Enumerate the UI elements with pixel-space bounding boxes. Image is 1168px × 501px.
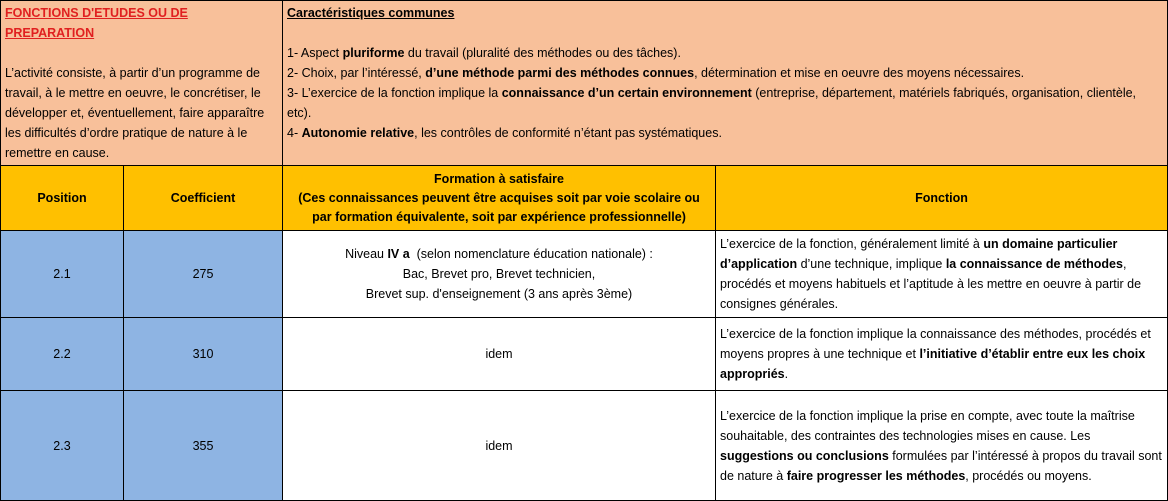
fonction-cell: L’exercice de la fonction implique la connaissance des méthodes, procédés et moyens propres à une technique et l’initiative d’établir entre eux les choix appropriés. — [716, 318, 1168, 391]
characteristic-item: 2- Choix, par l’intéressé, d’une méthode parmi des méthodes connues, détermination et mise en oeuvre des moyens nécessaires. — [287, 66, 1025, 80]
common-characteristics-cell — [283, 1, 1168, 166]
position-cell: 2.2 — [1, 318, 124, 391]
positions-table — [0, 165, 1168, 501]
position-cell: 2.3 — [1, 391, 124, 501]
position-cell: 2.1 — [1, 231, 124, 318]
classification-table — [0, 0, 1168, 166]
header-fonction: Fonction — [716, 166, 1168, 231]
common-characteristics-title: Caractéristiques communes — [287, 6, 455, 20]
formation-cell: Niveau IV a (selon nomenclature éducation nationale) : Bac, Brevet pro, Brevet technicien, Brevet sup. d'enseignement (3 ans après 3ème) — [283, 231, 716, 318]
formation-cell: idem — [283, 318, 716, 391]
function-category-title: FONCTIONS D'ETUDES OU DE PREPARATION — [5, 6, 188, 40]
header-position: Position — [1, 166, 124, 231]
formation-cell: idem — [283, 391, 716, 501]
table-row — [1, 231, 1168, 318]
coefficient-cell: 275 — [124, 231, 283, 318]
coefficient-cell: 310 — [124, 318, 283, 391]
fonction-cell: L’exercice de la fonction, généralement limité à un domaine particulier d’application d’une technique, implique la connaissance de méthodes, procédés et moyens habituels et l’aptitude à les mettre en oeuvre à partir de consignes générales. — [716, 231, 1168, 318]
characteristic-item: 1- Aspect pluriforme du travail (pluralité des méthodes ou des tâches). — [287, 46, 681, 60]
characteristic-item: 4- Autonomie relative, les contrôles de conformité n’étant pas systématiques. — [287, 126, 722, 140]
table-row — [1, 318, 1168, 391]
table-row — [1, 391, 1168, 501]
activity-description-cell — [1, 1, 283, 166]
characteristic-item: 3- L’exercice de la fonction implique la connaissance d’un certain environnement (entreprise, département, matériels fabriqués, organisation, clientèle, etc). — [287, 86, 1137, 120]
coefficient-cell: 355 — [124, 391, 283, 501]
header-coefficient: Coefficient — [124, 166, 283, 231]
activity-description: L’activité consiste, à partir d’un programme de travail, à le mettre en oeuvre, le concrétiser, le développer et, éventuellement, faire apparaître les difficultés d’ordre pratique de nature à le remettre en cause. — [5, 66, 265, 160]
header-formation: Formation à satisfaire (Ces connaissances peuvent être acquises soit par voie scolaire ou par formation équivalente, soit par expérience professionnelle) — [283, 166, 716, 231]
fonction-cell: L’exercice de la fonction implique la prise en compte, avec toute la maîtrise souhaitable, des contraintes des technologies mises en cause. Les suggestions ou conclusions formulées par l’intéressé à propos du travail sont de nature à faire progresser les méthodes, procédés ou moyens. — [716, 391, 1168, 501]
